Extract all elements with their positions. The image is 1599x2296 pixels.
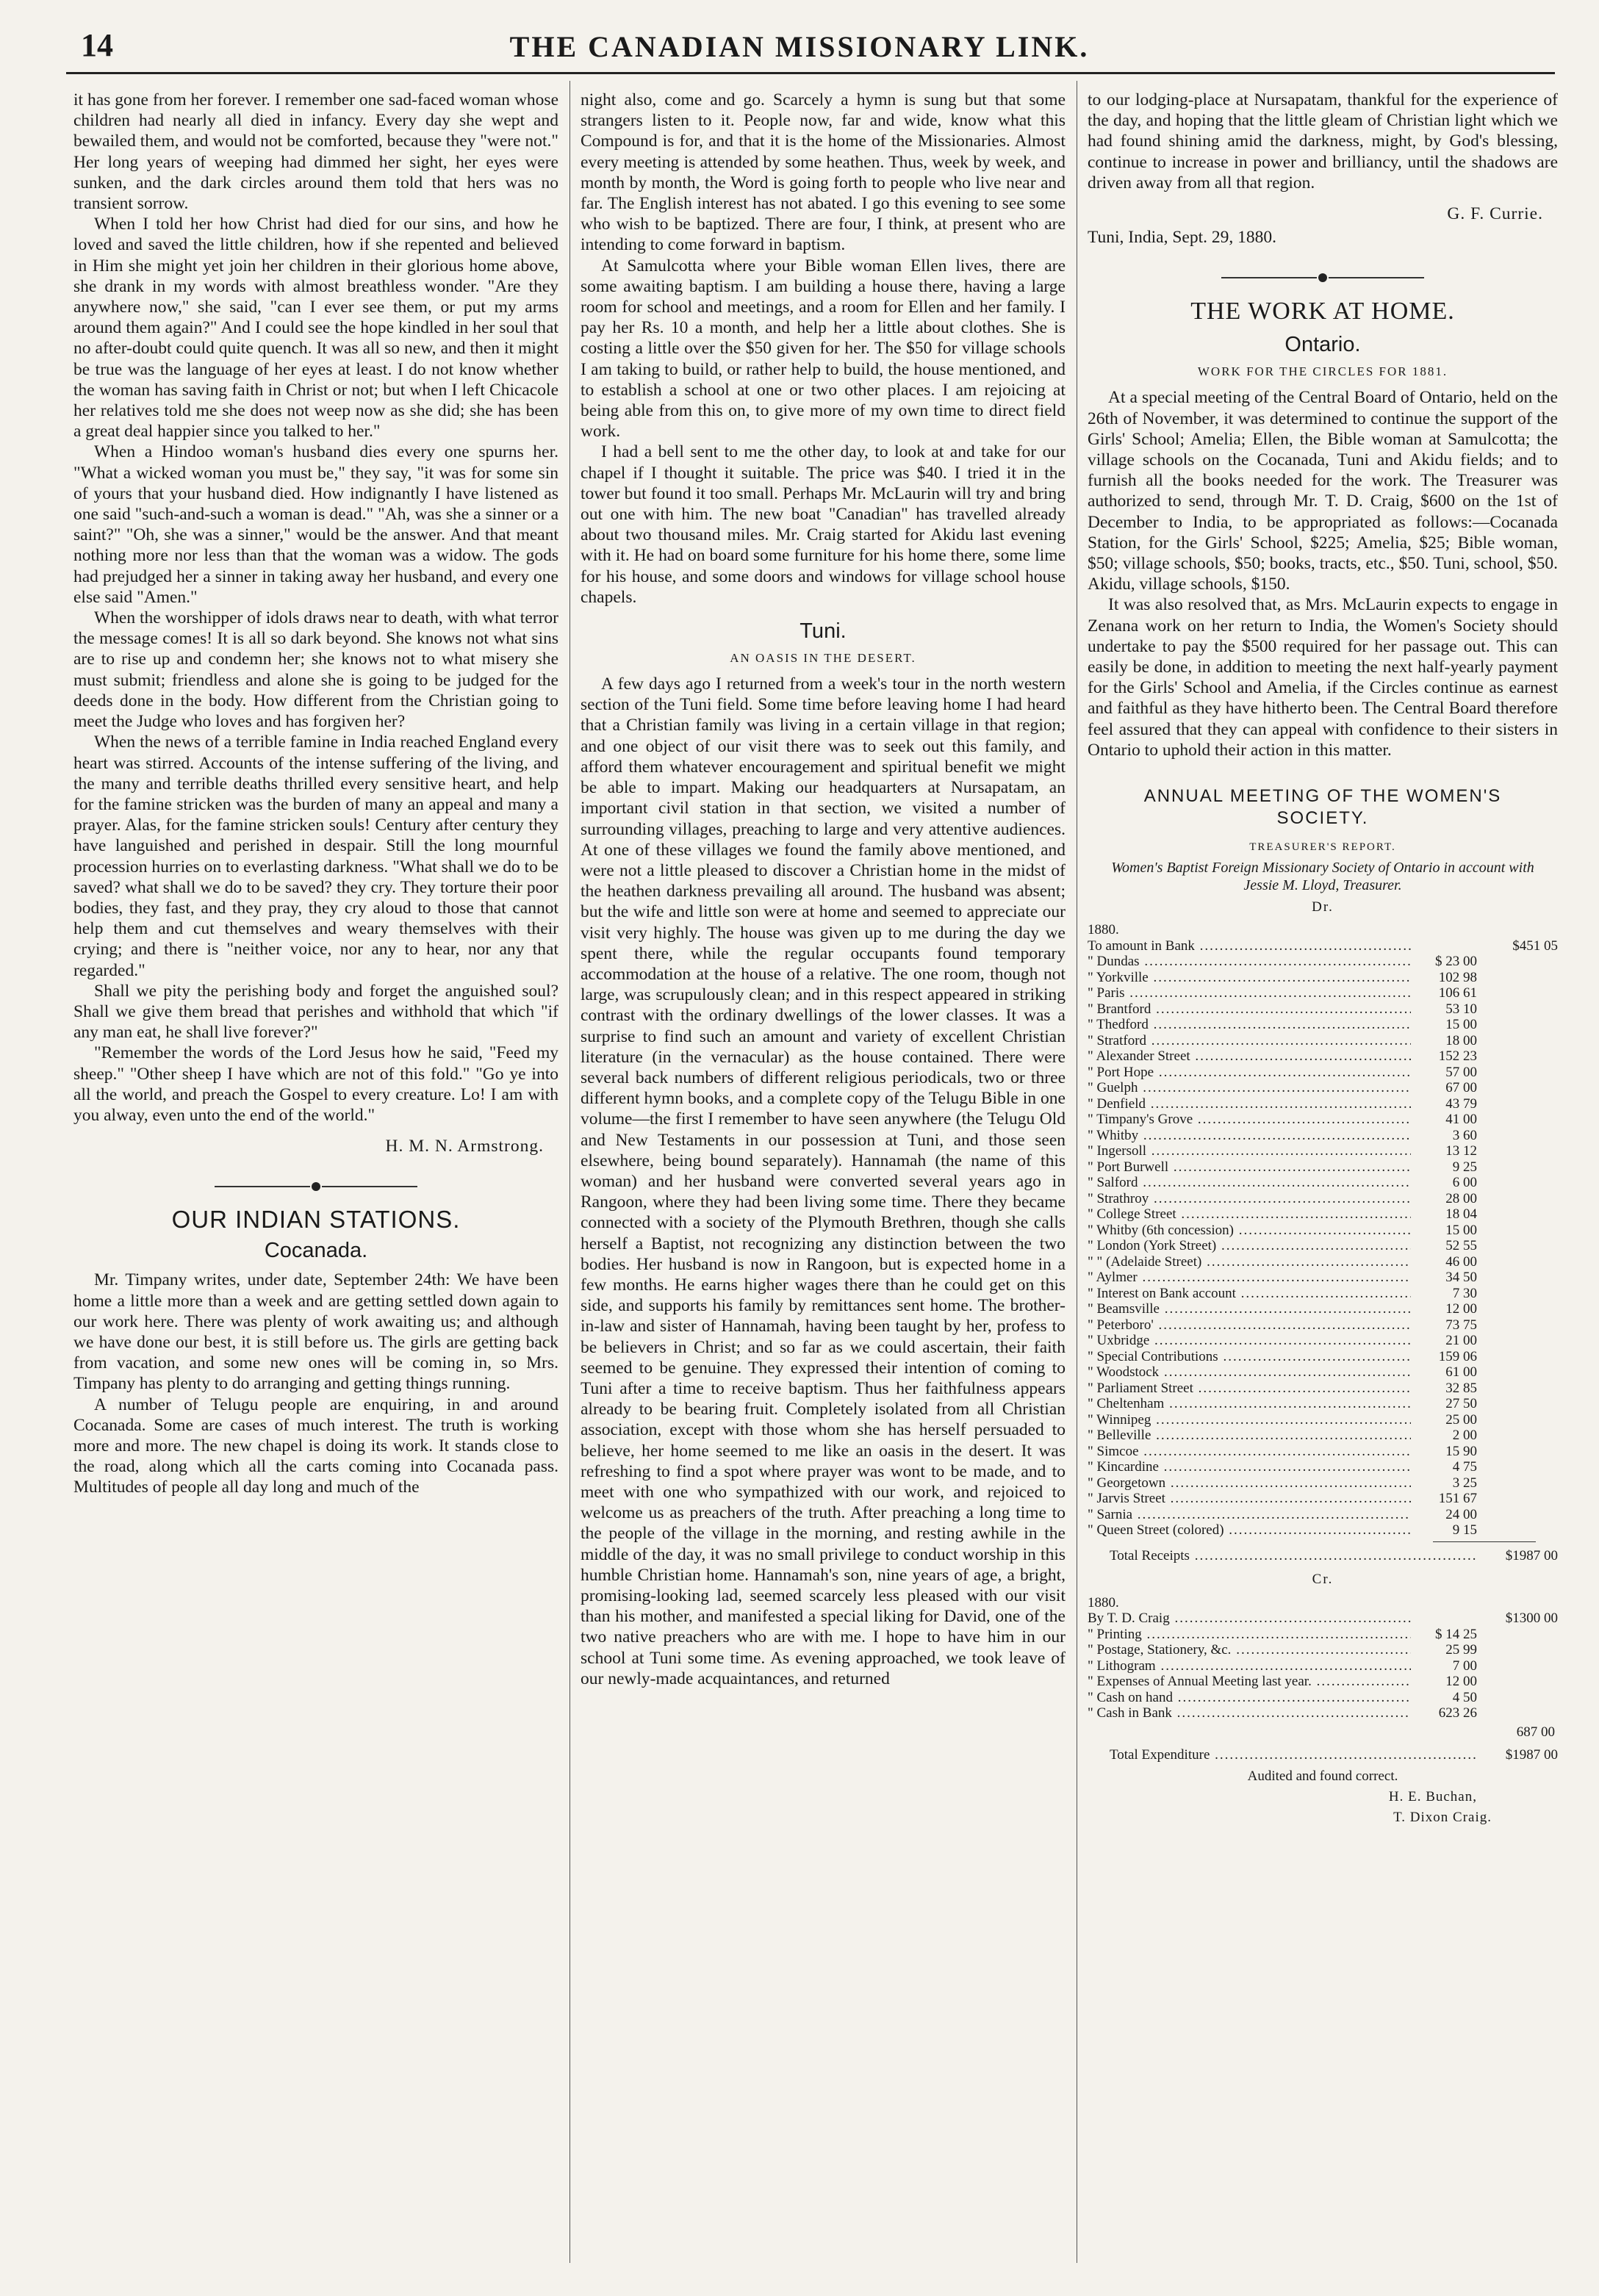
subsection-subheading: WORK FOR THE CIRCLES FOR 1881. (1197, 364, 1448, 379)
account-row-amount: 7 00 (1452, 1658, 1477, 1674)
account-row-label: " Aylmer ..... (1088, 1270, 1411, 1286)
auditor-name: H. E. Buchan, (1388, 1788, 1477, 1804)
account-row (1088, 1317, 1558, 1334)
account-row-amount: 106 61 (1438, 985, 1477, 1001)
account-row-amount: 18 00 (1445, 1032, 1477, 1048)
column-divider (569, 81, 570, 2263)
account-row-amount: 102 98 (1438, 969, 1477, 985)
account-row (1088, 1444, 1558, 1460)
account-row-label: " Dundas ..... (1088, 954, 1411, 970)
masthead: THE CANADIAN MISSIONARY LINK. (509, 30, 1090, 63)
account-row-label: " Brantford ..... (1088, 1001, 1411, 1018)
account-row (1088, 1096, 1558, 1112)
account-row (1088, 1381, 1558, 1397)
masthead-rule (66, 72, 1555, 74)
account-rows (1088, 1611, 1558, 1721)
paragraph: A number of Telugu people are enquiring, in and around Cocanada. Some are cases of much interest. The truth is working more and more. The new chapel is doing its work. It stands close to the road, along which all the carts coming into Cocanada pass. Multitudes of people all day long and much of the (73, 1394, 558, 1497)
account-row (1088, 985, 1558, 1001)
total-amount: $1987 00 (1505, 1747, 1558, 1763)
credit-label: Cr. (1312, 1572, 1334, 1588)
total-amount: $1987 00 (1505, 1547, 1558, 1563)
account-row-label: " Kincardine ..... (1088, 1459, 1411, 1475)
account-row-label: " Paris ..... (1088, 985, 1411, 1001)
paragraph: night also, come and go. Scarcely a hymn is sung but that some strangers listen to it. People now, far and wide, know what this Compound is for, and that it is the home of the Missionaries. Almost every meeting is attended by some heathen. Thus, week by week, and month by month, the Word is going forth to people who live near and far. The English interest has not abated. I go this evening to see some who wish to be baptized. There are four, I think, at present who are intending to come forward in baptism. (581, 90, 1066, 255)
account-row (1088, 1690, 1558, 1706)
account-row (1088, 1080, 1558, 1096)
account-row (1088, 1001, 1558, 1018)
subsection-heading: Ontario. (1284, 333, 1361, 357)
account-row-amount: 28 00 (1445, 1190, 1477, 1206)
subsection-heading: Cocanada. (264, 1239, 368, 1263)
section-separator (1088, 271, 1558, 283)
account-row-label: " Port Hope ..... (1088, 1065, 1411, 1081)
paragraph: At Samulcotta where your Bible woman Ellen lives, there are some awaiting baptism. I am building a house there, having a large room for school and meetings, and a room for Ellen and her family. I pay her Rs. 10 a month, and help her a little about clothes. She is costing a little over the $50 given for her. The $50 for village schools I am taking to build, or rather help to build, the house mentioned, and to establish a school at one or two other places. I am rejoicing at being able from this on, to give more of my own time to direct field work. (581, 256, 1066, 442)
account-row (1088, 1206, 1558, 1223)
account-row-label: " Strathroy ..... (1088, 1191, 1411, 1207)
account-row (1088, 1459, 1558, 1475)
section-separator (73, 1180, 558, 1192)
account-row-amount: 46 00 (1445, 1253, 1477, 1270)
account-row-label: " Stratford ..... (1088, 1033, 1411, 1049)
paragraph: When the worshipper of idols draws near to death, with what terror the message comes! It is all so dark beyond. She knows not what sins are to rise up and condemn her; she knows not to what misery she must submit; friendless and alone she is going to be judged for the deeds done in the body. How different from the Christian going to meet the Judge who loves and has forgiven her? (73, 608, 558, 732)
account-row-amount: 9 25 (1452, 1159, 1477, 1175)
account-row (1088, 1286, 1558, 1302)
account-row-amount: 61 00 (1445, 1364, 1477, 1381)
paragraph: When the news of a terrible famine in India reached England every heart was stirred. Accounts of the intense suffering of the living, and the many and terrible deaths thrilled every sensitive heart, and help for the famine stricken was the burden of many an appeal and many a prayer. Alas, for the famine stricken souls! Century after century they have languished and perished in despair. Still the long mournful procession hurries on to everlasting darkness. "What shall we do to be saved? what shall we do to be saved? they cry. They torture their poor bodies, they fast, and they pray, they cry aloud to those that cannot help them and cut themselves and weary themselves with their crying; and there is "neither voice, nor any to hear, nor any that regarded." (73, 733, 558, 980)
paragraph: "Remember the words of the Lord Jesus how he said, "Feed my sheep." "Other sheep I have which are not of this fold." "Go ye into all the world, and preach the Gospel to every creature. Lo! I am with you alway, even unto the end of the world." (73, 1043, 558, 1125)
account-row-amount: 18 04 (1445, 1206, 1477, 1223)
paragraph: I had a bell sent to me the other day, to look at and take for our chapel if I thought it suitable. The price was $40. I tried it in the tower but found it too small. Perhaps Mr. McLaurin will try and bring out one with him. The new boat "Canadian" has travelled already about two thousand miles. Mr. Craig started for Akidu last evening with it. He had on board some furniture for his home there, some lime for his house, and some doors and windows for village school house chapels. (581, 442, 1066, 607)
section-heading: THE WORK AT HOME. (1190, 298, 1455, 325)
column-2 (581, 90, 1066, 2264)
account-row-amount: 3 60 (1452, 1127, 1477, 1143)
account-row-label: " Yorkville ..... (1088, 970, 1411, 986)
account-row (1088, 938, 1558, 954)
account-row-amount: 53 10 (1445, 1001, 1477, 1017)
account-row (1088, 1627, 1558, 1643)
account-row-amount: 21 00 (1445, 1333, 1477, 1349)
account-row (1088, 1175, 1558, 1191)
account-row-label: " Cash on hand ..... (1088, 1690, 1411, 1706)
account-row-amount: 52 55 (1445, 1238, 1477, 1254)
total-label: Total Receipts ..... (1088, 1548, 1477, 1564)
account-row-label: " Ingersoll ..... (1088, 1143, 1411, 1159)
account-row (1088, 1128, 1558, 1144)
account-row-label: " Special Contributions ..... (1088, 1349, 1411, 1365)
account-row-label: " Port Burwell ..... (1088, 1159, 1411, 1176)
account-row (1088, 1238, 1558, 1254)
account-row (1088, 1270, 1558, 1286)
account-table-debit (1088, 922, 1558, 1563)
account-row (1088, 1642, 1558, 1658)
account-row (1088, 1301, 1558, 1317)
account-row (1088, 1674, 1558, 1690)
paragraph: When I told her how Christ had died for our sins, and how he loved and saved the little children, how if she repented and believed in Him she might yet join her children in their glorious home above, she drank in my words with almost breathless wonder. "Are they anywhere now," she said, "can I ever see them, or put my arms around them again?" And I could see the hope kindled in her soul that no after-doubt could quite quench. It was all so new, and then it might be true was the language of her eyes at least. I do not know whether the woman has saving faith in Christ or not; but when I left Chicacole her relatives told me she does not weep now as she did; she has been a great deal happier since you talked to her." (73, 215, 558, 442)
account-row-amount: 73 75 (1445, 1317, 1477, 1333)
paragraph: Mr. Timpany writes, under date, September 24th: We have been home a little more than a week and are getting settled down again to our work here. There was plenty of work awaiting us; and although we have done our best, it is still before us. The girls are getting back from vacation, and some new ones will be coming in, so Mrs. Timpany has plenty to do arranging and getting things running. (73, 1270, 558, 1394)
page-number: 14 (81, 27, 113, 63)
account-row-amount: 15 00 (1445, 1017, 1477, 1033)
account-row-label: To amount in Bank ..... (1088, 938, 1411, 954)
account-row-label: " Alexander Street ..... (1088, 1048, 1411, 1065)
account-row-label: " Cheltenham ..... (1088, 1396, 1411, 1412)
account-row-amount: 6 00 (1452, 1175, 1477, 1191)
account-year: 1880. (1088, 1594, 1119, 1611)
account-row-amount: 41 00 (1445, 1112, 1477, 1128)
account-row-amount: 25 99 (1445, 1642, 1477, 1658)
account-row (1088, 1159, 1558, 1176)
account-row-label: " " (Adelaide Street) ..... (1088, 1254, 1411, 1270)
account-row-label: " Lithogram ..... (1088, 1658, 1411, 1674)
account-row-label: " Expenses of Annual Meeting last year. ..... (1088, 1674, 1411, 1690)
paragraph: it has gone from her forever. I remember one sad-faced woman whose children had nearly all died in infancy. Every day she wept and bewailed them, and would not be comforted, because they "were not." Her long years of weeping had dimmed her sight, her eyes were sunken, and the dark circles around them told that hers was no transient sorrow. (73, 90, 558, 214)
account-row (1088, 1349, 1558, 1365)
account-row-amount: 151 67 (1438, 1491, 1477, 1507)
account-row (1088, 954, 1558, 970)
subtotal-rule (1433, 1541, 1536, 1542)
paragraph: It was also resolved that, as Mrs. McLaurin expects to engage in Zenana work on her return to India, the Women's Society should undertake to pay the $500 required for her passage out. This can easily be done, in addition to meeting the next half-yearly payment for the Girls' School and Amelia, if the Circles continue as earnest and faithful as they have hitherto been. The Central Board therefore feel assured that they can appeal with confidence to their sisters in Ontario to uphold their action in this matter. (1088, 595, 1558, 760)
account-row-label: " Denfield ..... (1088, 1096, 1411, 1112)
account-row-label: " Simcoe ..... (1088, 1444, 1411, 1460)
account-row-total: $451 05 (1512, 938, 1558, 954)
account-row (1088, 1223, 1558, 1239)
account-row-amount: $ 23 00 (1435, 954, 1477, 970)
account-row (1088, 1191, 1558, 1207)
account-row-label: " Thedford ..... (1088, 1017, 1411, 1033)
account-row (1088, 1412, 1558, 1428)
account-row-amount: 12 00 (1445, 1674, 1477, 1690)
account-row-amount: 67 00 (1445, 1080, 1477, 1096)
audit-note: Audited and found correct. (1247, 1768, 1398, 1784)
account-row-label: " Georgetown ..... (1088, 1475, 1411, 1491)
account-row-label: " Printing ..... (1088, 1627, 1411, 1643)
account-row-amount: 15 90 (1445, 1443, 1477, 1459)
account-row-label: " Whitby ..... (1088, 1128, 1411, 1144)
paragraph: Shall we pity the perishing body and forget the anguished soul? Shall we give them bread that perishes and withhold that which "if any man eat, he shall live forever?" (73, 981, 558, 1043)
account-row-label: " Peterboro' ..... (1088, 1317, 1411, 1334)
account-row (1088, 1048, 1558, 1065)
account-row-amount: 159 06 (1438, 1348, 1477, 1364)
account-row-amount: 25 00 (1445, 1411, 1477, 1428)
account-row-amount: 27 50 (1445, 1396, 1477, 1412)
account-row-amount: 7 30 (1452, 1285, 1477, 1301)
account-row-amount: 24 00 (1445, 1506, 1477, 1522)
account-row-amount: 4 50 (1452, 1689, 1477, 1705)
account-row-total: $1300 00 (1505, 1611, 1558, 1627)
column-1 (73, 90, 558, 2264)
account-row-label: " Uxbridge ..... (1088, 1333, 1411, 1349)
total-label: Total Expenditure ..... (1088, 1747, 1477, 1763)
account-row-label: " Postage, Stationery, &c. ..... (1088, 1642, 1411, 1658)
account-row-label: " Timpany's Grove ..... (1088, 1112, 1411, 1128)
account-row-label: " Sarnia ..... (1088, 1507, 1411, 1523)
account-year: 1880. (1088, 922, 1119, 938)
account-row (1088, 1033, 1558, 1049)
account-row-amount: 623 26 (1438, 1705, 1477, 1721)
account-row (1088, 1143, 1558, 1159)
account-row (1088, 1705, 1558, 1721)
account-row (1088, 970, 1558, 986)
auditor-name: T. Dixon Craig. (1393, 1809, 1492, 1825)
account-table-credit (1088, 1595, 1558, 1763)
account-row-label: By T. D. Craig ..... (1088, 1611, 1411, 1627)
account-row (1088, 1475, 1558, 1491)
account-row (1088, 1428, 1558, 1444)
account-row-amount: 32 85 (1445, 1380, 1477, 1396)
total-row (1088, 1747, 1558, 1763)
account-row (1088, 1491, 1558, 1507)
account-row (1088, 1333, 1558, 1349)
account-row-label: " Parliament Street ..... (1088, 1381, 1411, 1397)
account-row-amount: 2 00 (1452, 1428, 1477, 1444)
account-row-amount: 43 79 (1445, 1095, 1477, 1112)
paragraph: At a special meeting of the Central Board of Ontario, held on the 26th of November, it was determined to continue the support of the Girls' School; Amelia; Ellen, the Bible woman at Samulcotta; the village schools on the Cocanada, Tuni and Akidu fields; and to furnish all the books needed for the work. The Treasurer was authorized to send, through Mr. T. D. Craig, $600 on the 1st of December to India, to be appropriated as follows:—Cocanada Station, for the Girls' School, $225; Amelia, $25; Bible woman, $50; village schools, $50; books, tracts, etc., $50. Tuni, school, $50. Akidu, village schools, $150. (1088, 388, 1558, 594)
account-rows (1088, 938, 1558, 1539)
subsection-heading: Tuni. (800, 619, 847, 644)
account-row-amount: 3 25 (1452, 1475, 1477, 1491)
account-row-label: " Belleville ..... (1088, 1428, 1411, 1444)
account-row (1088, 1507, 1558, 1523)
section-heading: OUR INDIAN STATIONS. (171, 1206, 461, 1234)
account-row-label: " College Street ..... (1088, 1206, 1411, 1223)
account-row-label: " Guelph ..... (1088, 1080, 1411, 1096)
account-row (1088, 1658, 1558, 1674)
account-row-amount: 13 12 (1445, 1143, 1477, 1159)
account-row-label: " Winnipeg ..... (1088, 1412, 1411, 1428)
total-row (1088, 1548, 1558, 1564)
column-3 (1088, 90, 1558, 2264)
account-row (1088, 1396, 1558, 1412)
dateline: Tuni, India, Sept. 29, 1880. (1088, 228, 1276, 248)
account-title: Women's Baptist Foreign Missionary Society of Ontario in account with Jessie M. Lloyd, Treasurer. (1111, 860, 1534, 894)
account-row (1088, 1611, 1558, 1627)
subtotal-amount: 687 00 (1516, 1724, 1555, 1740)
account-row-label: " Beamsville ..... (1088, 1301, 1411, 1317)
signature: G. F. Currie. (1447, 204, 1543, 224)
account-row (1088, 1254, 1558, 1270)
account-row-amount: 34 50 (1445, 1270, 1477, 1286)
account-row-amount: 57 00 (1445, 1064, 1477, 1080)
account-row-amount: $ 14 25 (1435, 1626, 1477, 1642)
account-row (1088, 1017, 1558, 1033)
debit-label: Dr. (1312, 899, 1334, 915)
account-row-amount: 15 00 (1445, 1222, 1477, 1238)
account-row-label: " Salford ..... (1088, 1175, 1411, 1191)
paragraph: A few days ago I returned from a week's tour in the north western section of the Tuni field. Some time before leaving home I had heard that a Christian family was living in a certain village in that region; and one object of our visit there was to seek out this family, and afford them whatever encouragement and spiritual benefit we might be able to impart. Making our headquarters at Nursapatam, an important civil station in that section, we visited a number of surrounding villages, preaching to large and very attentive audiences. At one of these villages we found the family above mentioned, and were not a little pleased to discover a Christian home in the midst of the heathen darkness prevailing all around. The husband was absent; but the wife and little son were at home and seemed to appreciate our visit very highly. The house was given up to me during the day we spent there, while the regular occupants found temporary accommodation at the house of a relative. The one room, though not large, was scrupulously clean; and in this respect appeared in striking contrast with the ordinary dwellings of the lower classes. It was a surprise to find such an amount and variety of excellent Christian literature (in the vernacular) as the house contained. There were several back numbers of different religious periodicals, two or three different hymn books, and a complete copy of the Telugu Bible in one volume—the first I remember to have seen anywhere (the Telugu Old and New Testaments in our possession at Tuni, and those seen elsewhere, being bound separately). Hannamah (the name of this woman) and her husband were converted several years ago in Rangoon, where they had been living some time. There they became connected with a society of the Plymouth Brethren, though she calls herself a Baptist, not recognizing any distinction between the two bodies. Her husband is now in Rangoon, but is expected home in a few months. He earns higher wages there than he could get on this side, and supports his family by remittances sent home. The brother-in-law and sister of Hannamah, having been taught by her, profess to be believers in Christ; and so far as we could ascertain, their faith seemed to be genuine. They expressed their intention of coming to Tuni after a time to receive baptism. Thus her faithfulness appears already to be bearing fruit. Completely isolated from all Christian association, except with those whom she has herself persuaded to believe, her home seemed to me like an oasis in the desert. It was refreshing to find a spot where prayer was wont to be made, and to meet with one who sympathized with our work, and rejoiced to welcome us as preachers of the truth. After preaching a long time to the people of the village in the morning, and resting awhile in the middle of the day, it was no small privilege to conduct worship in this humble Christian home. Hannamah's son, nine years of age, a bright, promising-looking lad, seemed scarcely less pleased with our visit than his mother, and manifested a special liking for David, one of the two native preachers who are with me. I hope to have him in our school at Tuni some time. As evening approached, we took leave of our newly-made acquaintances, and returned (581, 674, 1066, 1688)
account-row-label: " London (York Street) ..... (1088, 1238, 1411, 1254)
account-row (1088, 1522, 1558, 1539)
account-row (1088, 1112, 1558, 1128)
account-row-amount: 9 15 (1452, 1522, 1477, 1539)
account-row-amount: 4 75 (1452, 1459, 1477, 1475)
account-row-label: " Interest on Bank account ..... (1088, 1286, 1411, 1302)
account-row-label: " Queen Street (colored) ..... (1088, 1522, 1411, 1539)
account-row-label: " Cash in Bank ..... (1088, 1705, 1411, 1721)
signature: H. M. N. Armstrong. (385, 1137, 544, 1156)
section-heading: ANNUAL MEETING OF THE WOMEN'S SOCIETY. (1143, 786, 1502, 829)
subsection-subheading: AN OASIS IN THE DESERT. (730, 651, 916, 666)
account-row (1088, 1364, 1558, 1381)
account-row (1088, 1065, 1558, 1081)
report-heading: TREASURER'S REPORT. (1249, 841, 1396, 854)
account-row-label: " Woodstock ..... (1088, 1364, 1411, 1381)
paragraph: to our lodging-place at Nursapatam, thankful for the experience of the day, and hoping that the little gleam of Christian light which we had found shining amid the darkness, might, by God's blessing, continue to increase in power and brilliancy, until the shadows are driven away from all that region. (1088, 90, 1558, 192)
account-row-amount: 152 23 (1438, 1048, 1477, 1065)
account-row-label: " Jarvis Street ..... (1088, 1491, 1411, 1507)
account-row-label: " Whitby (6th concession) ..... (1088, 1223, 1411, 1239)
paragraph: When a Hindoo woman's husband dies every one spurns her. "What a wicked woman you must be," they say, "it was for some sin of yours that your husband died. How indignantly I have listened as one said "such-and-such a woman is dead." "Ah, was she a sinner or a saint?" "Oh, she was a sinner," would be the answer. And that meant nothing more nor less than that the woman was a widow. The gods had prejudged her a sinner in taking away her husband, and every one else said "Amen." (73, 442, 558, 607)
account-row-amount: 12 00 (1445, 1301, 1477, 1317)
